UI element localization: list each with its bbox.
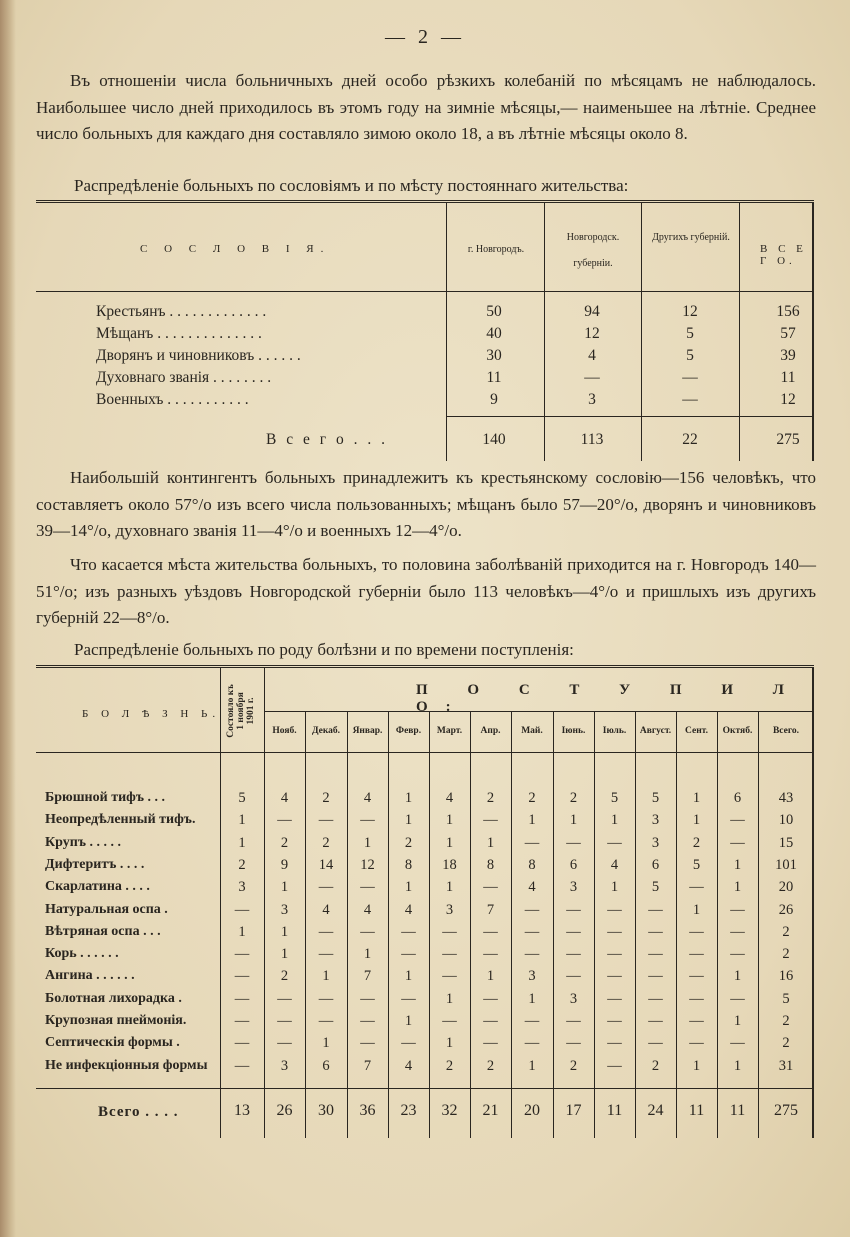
disease-cell: 15 — [778, 834, 794, 851]
disease-cell: — — [607, 990, 622, 1007]
disease-cell: — — [689, 968, 704, 985]
disease-cell: — — [483, 879, 498, 896]
table1-row-label: Дворянъ и чиновниковъ . . . . . . — [96, 347, 301, 364]
table2-sum-label: Всего . . . . — [98, 1104, 179, 1120]
disease-cell: — — [566, 901, 581, 918]
disease-cell: 8 — [404, 856, 413, 873]
disease-cell: — — [442, 946, 457, 963]
table1-cell-gubernia: 3 — [588, 391, 596, 408]
table1-cell-gubernia: — — [584, 369, 600, 386]
disease-cell: 1 — [445, 990, 454, 1007]
total-cell: 13 — [234, 1102, 250, 1119]
disease-cell: — — [524, 901, 540, 918]
table1-row-label: Крестьянъ . . . . . . . . . . . . . — [96, 303, 267, 320]
disease-cell: 1 — [569, 812, 578, 829]
disease-cell: — — [566, 834, 581, 851]
disease-cell: 3 — [651, 812, 660, 829]
disease-cell: — — [277, 1035, 292, 1052]
caption-estate-distribution: Распредѣленіе больныхъ по сословіямъ и по мѣсту постояннаго жительства: — [74, 176, 629, 195]
disease-cell: — — [524, 1035, 540, 1052]
disease-cell: 31 — [778, 1057, 794, 1074]
total-cell: 11 — [729, 1102, 746, 1119]
disease-cell: 3 — [651, 834, 660, 851]
disease-cell: 5 — [238, 790, 246, 806]
table1-cell-novgorod: 50 — [486, 303, 502, 320]
sum-total: 275 — [776, 431, 800, 448]
disease-cell: — — [483, 1035, 498, 1052]
disease-label: Не инфекціонныя формы — [45, 1057, 208, 1073]
table1-cell-total: 39 — [780, 347, 796, 364]
disease-cell: — — [442, 1013, 457, 1029]
table1-cell-total: 57 — [780, 325, 796, 342]
disease-cell: 1 — [404, 968, 413, 985]
disease-cell: — — [401, 990, 416, 1007]
disease-cell: 5 — [651, 879, 660, 896]
disease-cell: — — [607, 1035, 622, 1052]
disease-cell: 2 — [238, 856, 246, 873]
disease-cell: — — [648, 946, 663, 963]
sum-novgorod: 140 — [482, 431, 506, 448]
page-edge-shadow — [0, 0, 16, 1237]
disease-cell: 20 — [778, 879, 794, 896]
table1-cell-total: 11 — [780, 369, 796, 386]
disease-cell: — — [360, 1035, 375, 1052]
disease-label: Крупъ . . . . . — [45, 834, 121, 850]
disease-cell: 1 — [363, 834, 372, 851]
disease-cell: — — [483, 923, 498, 940]
estate-residence-table — [36, 200, 814, 463]
total-cell: 275 — [774, 1102, 798, 1119]
disease-cell: 5 — [610, 790, 619, 806]
total-cell: 17 — [565, 1102, 582, 1119]
disease-cell: 1 — [404, 879, 413, 896]
disease-cell: 3 — [280, 1057, 289, 1074]
disease-cell: 1 — [280, 879, 289, 896]
disease-cell: 1 — [692, 1057, 701, 1074]
disease-label: Вѣтряная оспа . . . — [45, 923, 161, 939]
disease-cell: 3 — [569, 879, 578, 896]
disease-cell: — — [524, 834, 540, 851]
disease-cell: — — [689, 879, 704, 896]
disease-cell: — — [524, 946, 540, 963]
disease-cell: — — [689, 990, 704, 1007]
disease-cell: 1 — [486, 968, 495, 985]
disease-cell: — — [730, 812, 745, 829]
disease-cell: 2 — [486, 790, 495, 806]
month-header: Октяб. — [722, 726, 753, 736]
disease-cell: — — [607, 834, 622, 851]
paragraph-estate-analysis: Наибольшій контингентъ больныхъ принадлежитъ къ крестьянскому сословію—156 человѣкъ, что составляетъ около 57°/о изъ всего числа пользованныхъ; мѣщанъ было 57—20°/о, дворянъ и чиновниковъ 39—14°/о, духовнаго званія 11—4°/о и военныхъ 12—4°/о. — [36, 468, 816, 540]
total-cell: 36 — [359, 1102, 376, 1119]
disease-cell: — — [730, 1035, 745, 1052]
disease-cell: — — [607, 923, 622, 940]
total-cell: 24 — [647, 1102, 664, 1119]
disease-cell: — — [648, 990, 663, 1007]
month-header: Сент. — [685, 726, 708, 736]
disease-cell: 1 — [238, 923, 246, 940]
disease-cell: 3 — [238, 879, 246, 896]
month-header: Февр. — [395, 726, 422, 736]
disease-cell: — — [607, 901, 622, 918]
table1-cell-gubernia: 4 — [588, 347, 596, 364]
disease-cell: — — [607, 1013, 622, 1029]
disease-cell: — — [401, 923, 416, 940]
header-arrived: П О С Т У П И Л О: — [416, 682, 802, 715]
disease-cell: 1 — [238, 812, 246, 829]
table1-sum-label: В с е г о . . . — [266, 431, 388, 448]
disease-cell: — — [607, 946, 622, 963]
disease-cell: 2 — [280, 834, 289, 851]
disease-cell: — — [730, 834, 745, 851]
disease-cell: — — [318, 923, 334, 940]
month-header: Всего. — [772, 726, 800, 736]
table1-cell-novgorod: 40 — [486, 325, 502, 342]
table1-cell-other: 12 — [682, 303, 698, 320]
disease-cell: — — [360, 1013, 375, 1029]
disease-cell: 1 — [404, 812, 413, 829]
month-header: Май. — [521, 726, 543, 736]
disease-cell: — — [524, 1013, 540, 1029]
disease-cell: 1 — [486, 834, 495, 851]
disease-cell: — — [648, 901, 663, 918]
disease-label: Дифтеритъ . . . . — [45, 856, 145, 872]
disease-cell: 1 — [445, 1035, 454, 1052]
disease-cell: — — [483, 946, 498, 963]
disease-cell: 4 — [322, 901, 330, 918]
disease-cell: 1 — [445, 812, 454, 829]
page-number: — 2 — — [385, 26, 465, 48]
month-header: Август. — [639, 726, 672, 736]
disease-label: Скарлатина . . . . — [45, 879, 150, 895]
header-total: В С Е Г О. — [760, 243, 807, 267]
disease-cell: 16 — [778, 968, 794, 985]
disease-cell: 1 — [322, 1035, 330, 1052]
table1-cell-novgorod: 9 — [490, 391, 498, 408]
disease-cell: — — [234, 901, 250, 918]
disease-cell: 1 — [528, 1057, 536, 1074]
month-header: Январ. — [352, 726, 383, 736]
disease-cell: 3 — [569, 990, 578, 1007]
disease-cell: 1 — [238, 834, 246, 851]
caption-disease-distribution: Распредѣленіе больныхъ по роду болѣзни и по времени поступленія: — [74, 640, 574, 659]
disease-cell: 2 — [404, 834, 413, 851]
disease-cell: 3 — [528, 968, 536, 985]
disease-cell: — — [524, 923, 540, 940]
disease-cell: 1 — [692, 790, 701, 806]
header-novgorod: г. Новгородъ. — [467, 244, 525, 255]
disease-cell: — — [730, 923, 745, 940]
disease-cell: 8 — [486, 856, 495, 873]
disease-cell: 1 — [528, 812, 536, 829]
disease-cell: 2 — [782, 1013, 790, 1029]
disease-label: Неопредѣленный тифъ. — [45, 812, 196, 828]
disease-cell: 1 — [280, 923, 289, 940]
disease-cell: — — [234, 1035, 250, 1052]
header-gubernia: Новгородск. губерніи. — [566, 232, 620, 269]
disease-cell: 1 — [404, 790, 413, 806]
disease-cell: — — [234, 990, 250, 1007]
disease-cell: — — [689, 923, 704, 940]
disease-cell: — — [277, 990, 292, 1007]
disease-cell: — — [648, 1035, 663, 1052]
disease-cell: — — [277, 1013, 292, 1029]
disease-cell: — — [730, 990, 745, 1007]
total-cell: 11 — [606, 1102, 623, 1119]
disease-cell: — — [360, 879, 375, 896]
disease-cell: — — [234, 1013, 250, 1029]
disease-cell: — — [318, 879, 334, 896]
total-cell: 30 — [318, 1102, 334, 1119]
disease-cell: 4 — [528, 879, 536, 896]
header-state-nov1: Состояло къ 1 ноября 1901 г. — [226, 684, 256, 738]
disease-cell: 2 — [528, 790, 536, 806]
disease-cell: — — [360, 990, 375, 1007]
disease-cell: — — [566, 1035, 581, 1052]
month-header: Нояб. — [272, 726, 297, 736]
disease-cell: 1 — [733, 1013, 742, 1029]
disease-cell: — — [566, 1013, 581, 1029]
disease-cell: — — [566, 946, 581, 963]
disease-cell: 4 — [610, 856, 619, 873]
table1-cell-novgorod: 11 — [486, 369, 502, 386]
disease-label: Натуральная оспа . — [45, 901, 168, 917]
disease-cell: — — [442, 968, 457, 985]
header-estate: С О С Л О В І Я. — [140, 243, 331, 255]
paragraph-hospital-days: Въ отношеніи числа больничныхъ дней особо рѣзкихъ колебаній по мѣсяцамъ не наблюдалось. Наибольшее число дней приходилось въ этомъ году на зимніе мѣсяцы,— наименьшее на лѣтніе. Среднее число больныхъ для каждаго дня составляло зимою около 18, а въ лѣтніе мѣсяцы около 8. — [36, 71, 816, 143]
disease-cell: — — [648, 1013, 663, 1029]
disease-cell: 2 — [569, 1057, 578, 1074]
table1-cell-total: 12 — [780, 391, 796, 408]
disease-cell: — — [360, 812, 375, 829]
disease-cell: 2 — [692, 834, 701, 851]
disease-cell: 1 — [280, 946, 289, 963]
disease-label: Брюшной тифъ . . . — [45, 790, 165, 805]
disease-cell: 8 — [528, 856, 536, 873]
total-cell: 26 — [276, 1102, 293, 1119]
disease-cell: 101 — [775, 856, 797, 873]
disease-cell: 4 — [404, 901, 413, 918]
disease-cell: 1 — [610, 812, 619, 829]
disease-cell: — — [730, 946, 745, 963]
disease-cell: — — [648, 968, 663, 985]
month-header: Апр. — [480, 726, 501, 736]
disease-cell: 3 — [445, 901, 454, 918]
table1-row-label: Духовнаго званія . . . . . . . . — [96, 369, 272, 386]
header-other: Другихъ губерній. — [652, 232, 730, 243]
disease-cell: 1 — [733, 879, 742, 896]
disease-cell: 3 — [280, 901, 289, 918]
disease-cell: 2 — [486, 1057, 495, 1074]
disease-cell: — — [566, 968, 581, 985]
disease-cell: — — [277, 812, 292, 829]
disease-cell: — — [566, 923, 581, 940]
disease-label: Ангина . . . . . . — [45, 968, 135, 984]
disease-label: Септическія формы . — [45, 1035, 180, 1051]
disease-cell: — — [318, 946, 334, 963]
disease-cell: 2 — [782, 946, 790, 963]
disease-cell: 1 — [528, 990, 536, 1007]
disease-cell: 2 — [322, 790, 330, 806]
total-cell: 23 — [400, 1102, 417, 1119]
disease-cell: 7 — [363, 1057, 372, 1074]
sum-other: 22 — [682, 431, 698, 448]
disease-label: Крупозная пнеймонія. — [45, 1013, 187, 1028]
disease-cell: 14 — [318, 856, 334, 873]
table1-row-label: Мѣщанъ . . . . . . . . . . . . . . — [96, 325, 262, 342]
paragraph-residence-analysis: Что касается мѣста жительства больныхъ, то половина заболѣваній приходится на г. Новгородъ 140—51°/о; изъ разныхъ уѣздовъ Новгородской губерніи было 113 человѣкъ—4°/о и пришлыхъ изъ другихъ губерній 22—8°/о. — [36, 555, 816, 627]
disease-cell: — — [689, 1013, 704, 1029]
total-cell: 21 — [482, 1102, 499, 1119]
disease-month-table — [36, 665, 814, 1138]
table1-cell-other: — — [682, 369, 698, 386]
disease-cell: — — [318, 812, 334, 829]
table1-cell-gubernia: 12 — [584, 325, 600, 342]
disease-cell: 2 — [280, 968, 289, 985]
disease-cell: 4 — [404, 1057, 413, 1074]
disease-cell: 1 — [322, 968, 330, 985]
disease-cell: — — [401, 1035, 416, 1052]
disease-cell: — — [360, 923, 375, 940]
disease-cell: — — [483, 812, 498, 829]
table1-cell-other: 5 — [686, 325, 694, 342]
disease-cell: — — [234, 1057, 250, 1074]
disease-cell: 2 — [782, 1035, 790, 1052]
month-header: Март. — [436, 726, 463, 736]
disease-cell: 4 — [280, 790, 289, 806]
disease-cell: — — [648, 923, 663, 940]
disease-cell: — — [442, 923, 457, 940]
disease-cell: — — [689, 946, 704, 963]
table1-cell-total: 156 — [776, 303, 800, 320]
disease-cell: 6 — [733, 790, 742, 806]
header-disease: Б О Л Ѣ З Н Ь. — [82, 708, 221, 720]
disease-cell: 1 — [610, 879, 619, 896]
disease-cell: — — [234, 946, 250, 963]
disease-cell: — — [483, 990, 498, 1007]
disease-cell: 2 — [322, 834, 330, 851]
disease-cell: 6 — [569, 856, 578, 873]
disease-cell: 18 — [442, 856, 457, 873]
disease-cell: 2 — [569, 790, 578, 806]
table1-cell-gubernia: 94 — [584, 303, 600, 320]
disease-cell: 1 — [445, 834, 454, 851]
total-cell: 11 — [688, 1102, 705, 1119]
disease-cell: 43 — [778, 790, 794, 806]
disease-cell: — — [234, 968, 250, 985]
disease-cell: 4 — [445, 790, 454, 806]
disease-cell: 1 — [445, 879, 454, 896]
disease-cell: 1 — [733, 856, 742, 873]
disease-cell: 2 — [782, 923, 790, 940]
table1-row-label: Военныхъ . . . . . . . . . . . — [96, 391, 249, 408]
disease-cell: — — [607, 968, 622, 985]
month-header: Іюль. — [602, 726, 627, 736]
disease-cell: 2 — [651, 1057, 660, 1074]
disease-cell: 7 — [363, 968, 372, 985]
disease-cell: 5 — [692, 856, 701, 873]
disease-label: Корь . . . . . . — [45, 946, 119, 962]
disease-cell: — — [730, 901, 745, 918]
month-header: Іюнь. — [561, 726, 586, 736]
disease-cell: 6 — [651, 856, 660, 873]
table1-cell-novgorod: 30 — [486, 347, 502, 364]
disease-cell: 2 — [445, 1057, 454, 1074]
total-cell: 32 — [441, 1102, 458, 1119]
disease-cell: 10 — [778, 812, 794, 829]
month-header: Декаб. — [311, 726, 341, 736]
disease-cell: — — [318, 990, 334, 1007]
disease-cell: 7 — [486, 901, 495, 918]
total-cell: 20 — [524, 1102, 540, 1119]
disease-cell: 1 — [692, 812, 701, 829]
disease-label: Болотная лихорадка . — [45, 990, 182, 1006]
disease-cell: 1 — [733, 1057, 742, 1074]
disease-cell: 1 — [363, 946, 372, 963]
disease-cell: — — [689, 1035, 704, 1052]
sum-gubernia: 113 — [580, 431, 604, 448]
disease-cell: — — [483, 1013, 498, 1029]
disease-cell: 5 — [782, 990, 790, 1007]
disease-cell: 5 — [651, 790, 660, 806]
disease-cell: — — [401, 946, 416, 963]
disease-cell: 1 — [404, 1013, 413, 1029]
disease-cell: — — [318, 1013, 334, 1029]
disease-cell: 6 — [322, 1057, 330, 1074]
table1-cell-other: 5 — [686, 347, 694, 364]
disease-cell: 1 — [692, 901, 701, 918]
disease-cell: 4 — [363, 901, 372, 918]
disease-cell: 9 — [280, 856, 289, 873]
disease-cell: 12 — [360, 856, 375, 873]
table1-cell-other: — — [682, 391, 698, 408]
disease-cell: — — [607, 1057, 622, 1074]
disease-cell: 1 — [733, 968, 742, 985]
disease-cell: 26 — [778, 901, 794, 918]
disease-cell: 4 — [363, 790, 372, 806]
